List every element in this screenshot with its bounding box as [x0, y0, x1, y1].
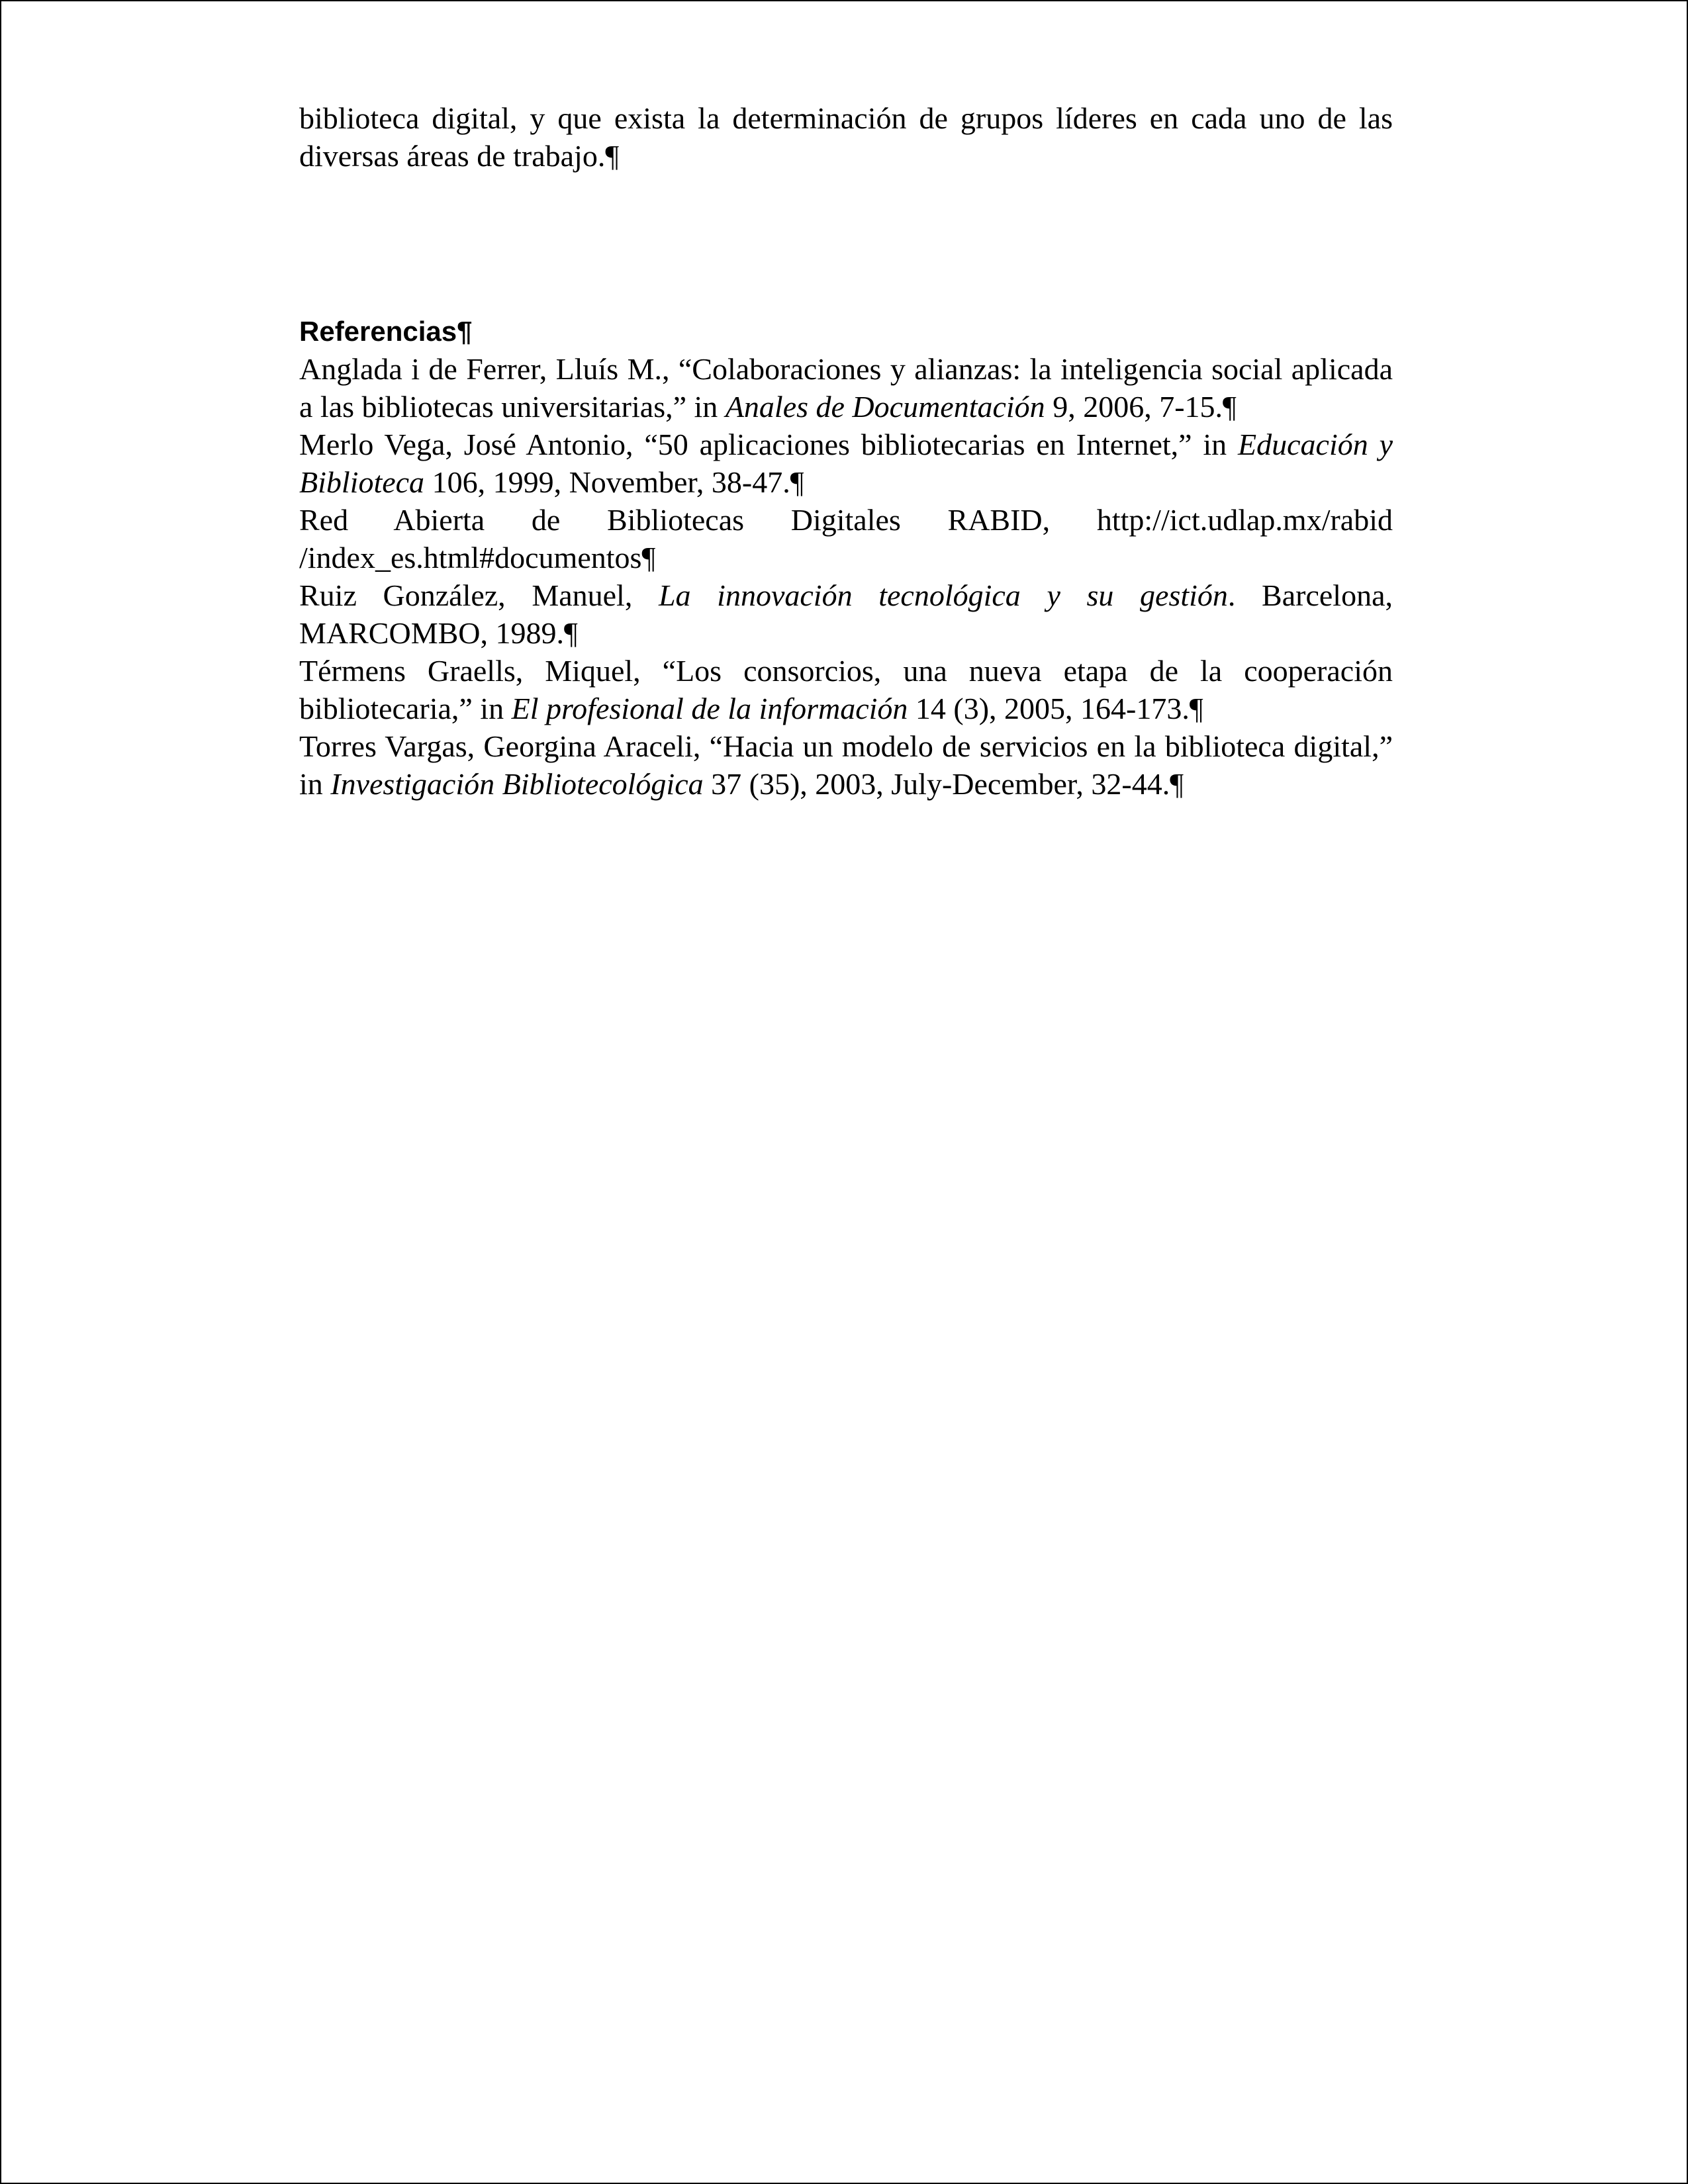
- reference-item: [299, 727, 1393, 803]
- reference-details: 106, 1999, November, 38-47.: [424, 465, 790, 499]
- pilcrow-mark: ¶: [790, 465, 804, 499]
- reference-details: 9, 2006, 7-15.: [1045, 390, 1223, 424]
- intro-paragraph-text: biblioteca digital, y que exista la determinación de grupos líderes en cada uno de las diversas áreas de trabajo.: [299, 101, 1393, 173]
- reference-text: Ruiz González, Manuel,: [299, 578, 659, 612]
- pilcrow-mark: ¶: [1170, 767, 1184, 801]
- reference-details: . Barcelona, MARCOMBO, 1989.: [299, 578, 1393, 650]
- pilcrow-mark: ¶: [1223, 390, 1237, 424]
- reference-details: 14 (3), 2005, 164-173.: [908, 692, 1190, 725]
- reference-source-title: Investigación Bibliotecológica: [330, 767, 704, 801]
- pilcrow-mark: ¶: [1189, 692, 1203, 725]
- intro-section: [299, 99, 1393, 175]
- intro-paragraph: [299, 99, 1393, 175]
- references-heading-text: Referencias: [299, 316, 457, 347]
- reference-source-title: Anales de Documentación: [725, 390, 1045, 424]
- reference-item: [299, 652, 1393, 727]
- pilcrow-mark: ¶: [641, 541, 656, 574]
- reference-item: [299, 426, 1393, 501]
- reference-item: [299, 501, 1393, 576]
- pilcrow-mark: ¶: [457, 316, 473, 347]
- reference-source-title: El profesional de la información: [511, 692, 908, 725]
- references-heading: [299, 312, 1393, 350]
- references-section: [299, 312, 1393, 803]
- reference-text: Torres Vargas, Georgina Araceli, “Hacia un modelo de servicios en la biblioteca digital,” in: [299, 729, 1393, 801]
- reference-text: Anglada i de Ferrer, Lluís M., “Colaboraciones y alianzas: la inteligencia social aplicada a las bibliotecas universitarias,” in: [299, 352, 1393, 424]
- reference-details: 37 (35), 2003, July-December, 32-44.: [703, 767, 1170, 801]
- reference-item: [299, 576, 1393, 652]
- pilcrow-mark: ¶: [605, 139, 620, 173]
- reference-source-title: La innovación tecnológica y su gestión: [658, 578, 1228, 612]
- reference-source-title: Educación y Biblioteca: [299, 428, 1393, 499]
- reference-text: Merlo Vega, José Antonio, “50 aplicaciones bibliotecarias en Internet,” in: [299, 428, 1239, 461]
- reference-text: Red Abierta de Bibliotecas Digitales RABID, http://ict.udlap.mx/rabid /index_es.html#documentos: [299, 503, 1393, 574]
- reference-text: Térmens Graells, Miquel, “Los consorcios, una nueva etapa de la cooperación bibliotecaria,” in: [299, 654, 1393, 725]
- pilcrow-mark: ¶: [564, 616, 578, 650]
- reference-item: [299, 350, 1393, 426]
